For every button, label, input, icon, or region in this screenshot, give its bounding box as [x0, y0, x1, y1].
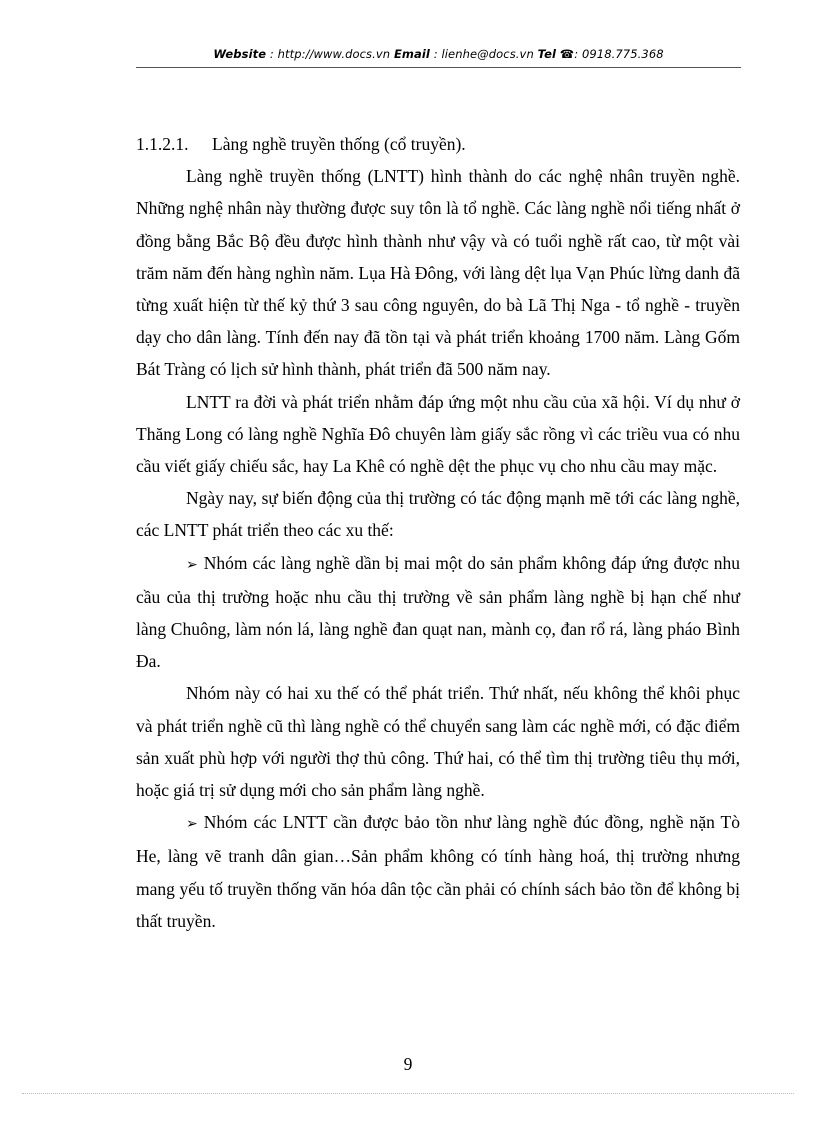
paragraph-2: LNTT ra đời và phát triển nhằm đáp ứng một nhu cầu của xã hội. Ví dụ như ở Thăng Long có làng nghề Nghĩa Đô chuyên làm giấy sắc rồng vì các triều vua có nhu cầu viết giấy chiếu sắc, hay La Khê có nghề dệt the phục vụ cho nhu cầu may mặc. — [136, 391, 740, 477]
bullet-item-2 — [136, 806, 740, 937]
email-link[interactable]: lienhe@docs.vn — [441, 47, 534, 61]
email-label: Email — [393, 47, 430, 61]
paragraph-1: Làng nghề truyền thống (LNTT) hình thành do các nghệ nhân truyền nghề. Những nghệ nhân này thường được suy tôn là tổ nghề. Các làng nghề nổi tiếng nhất ở đồng bằng Bắc Bộ đều được hình thành như vậy và có tuổi nghề rất cao, từ một vài trăm năm đến hàng nghìn năm. Lụa Hà Đông, với làng dệt lụa Vạn Phúc lừng danh đã từng xuất hiện từ thế kỷ thứ 3 sau công nguyên, do bà Lã Thị Nga - tổ nghề - truyền dạy cho dân làng. Tính đến nay đã tồn tại và phát triển khoảng 1700 năm. Làng Gốm Bát Tràng có lịch sử hình thành, phát triển đã 500 năm nay. — [136, 166, 740, 380]
document-body — [136, 128, 740, 937]
page-header: Website : http://www.docs.vn Email : lienhe@docs.vn Tel ☎: 0918.775.368 — [213, 47, 664, 61]
section-number: 1.1.2.1. — [136, 134, 189, 154]
page-bottom-divider — [22, 1093, 794, 1094]
page-number: 9 — [403, 1054, 413, 1074]
bullet-text-1: Nhóm các làng nghề dần bị mai một do sản phẩm không đáp ứng được nhu cầu của thị trường hoặc nhu cầu thị trường về sản phẩm làng nghề bị hạn chế như làng Chuông, làm nón lá, làng nghề đan quạt nan, mành cọ, đan rổ rá, làng pháo Bình Đa. — [136, 552, 740, 672]
paragraph-3: Ngày nay, sự biến động của thị trường có tác động mạnh mẽ tới các làng nghề, các LNTT phát triển theo các xu thế: — [136, 488, 740, 541]
section-title: Làng nghề truyền thống (cổ truyền). — [212, 134, 466, 154]
bullet-text-2: Nhóm các LNTT cần được bảo tồn như làng nghề đúc đồng, nghề nặn Tò He, làng vẽ tranh dân gian…Sản phẩm không có tính hàng hoá, thị trường nhưng mang yếu tố truyền thống văn hóa dân tộc cần phải có chính sách bảo tồn để không bị thất truyền. — [136, 812, 740, 931]
section-heading — [136, 128, 740, 160]
phone-icon: ☎ — [559, 47, 575, 61]
website-label: Website — [213, 47, 267, 61]
website-link[interactable]: http://www.docs.vn — [277, 47, 391, 61]
tel-label: Tel — [537, 47, 557, 61]
tel-number: 0918.775.368 — [581, 47, 664, 61]
header-divider — [136, 67, 741, 68]
arrow-bullet-icon: ➢ — [186, 556, 198, 573]
bullet-item-1 — [136, 547, 740, 678]
paragraph-4: Nhóm này có hai xu thế có thể phát triển. Thứ nhất, nếu không thể khôi phục và phát triển nghề cũ thì làng nghề có thể chuyển sang làm các nghề mới, có đặc điểm sản xuất phù hợp với người thợ thủ công. Thứ hai, có thể tìm thị trường tiêu thụ mới, hoặc giá trị sử dụng mới cho sản phẩm làng nghề. — [136, 683, 740, 801]
arrow-bullet-icon: ➢ — [186, 816, 198, 833]
